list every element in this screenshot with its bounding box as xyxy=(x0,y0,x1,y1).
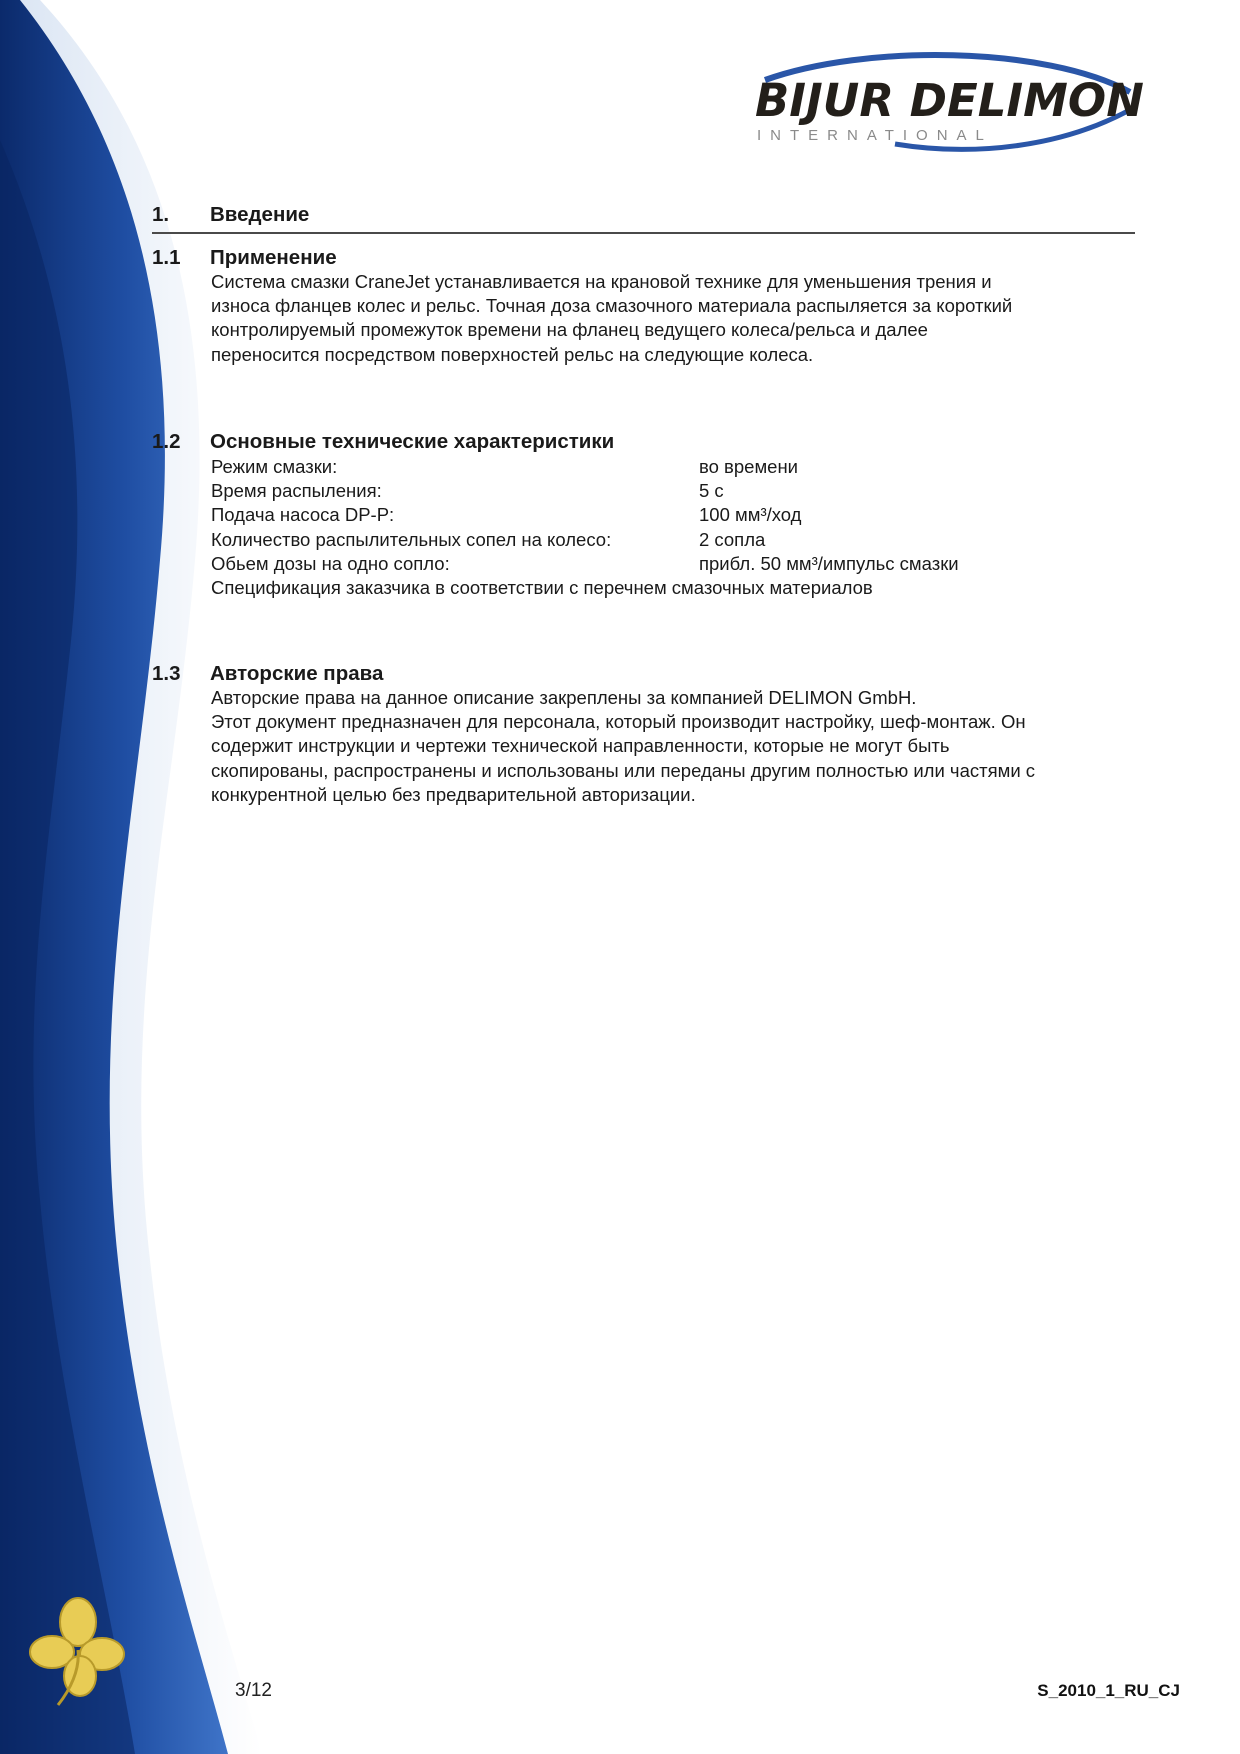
section-title: Введение xyxy=(210,203,310,226)
spec-label: Подача насоса DP-P: xyxy=(211,504,395,526)
spec-row xyxy=(211,455,873,479)
spec-value: 2 сопла xyxy=(699,528,766,550)
spec-label: Режим смазки: xyxy=(211,456,338,477)
section-title: Применение xyxy=(210,246,337,269)
document-id: S_2010_1_RU_CJ xyxy=(1037,1681,1180,1700)
paragraph-line: скопированы, распространены и использованы или переданы другим полностью или частями с xyxy=(211,759,1036,781)
spec-table xyxy=(211,455,959,600)
spec-row xyxy=(211,552,959,576)
spec-row xyxy=(211,479,873,503)
spec-label: Обьем дозы на одно сопло: xyxy=(211,552,450,574)
paragraph-line: Авторские права на данное описание закреплены за компанией DELIMON GmbH. xyxy=(211,687,917,708)
clover-icon xyxy=(18,1590,138,1710)
company-logo xyxy=(745,52,1145,157)
section-1-1-paragraph xyxy=(211,270,1171,367)
logo-wordmark: BIJUR DELIMON xyxy=(755,74,1144,127)
paragraph-line: переносится посредством поверхностей рельс на следующие колеса. xyxy=(211,343,814,365)
spec-value: 100 мм³/ход xyxy=(699,504,802,526)
paragraph-line: контролируемый промежуток времени на фланец ведущего колеса/рельса и далее xyxy=(211,319,928,341)
spec-note: Спецификация заказчика в соответствии с перечнем смазочных материалов xyxy=(211,576,873,598)
paragraph-line: Этот документ предназначен для персонала, который производит настройку, шеф-монтаж. Он xyxy=(211,711,1026,733)
section-divider xyxy=(152,232,1135,234)
section-1-3-paragraph xyxy=(211,686,1171,807)
logo-subtitle: INTERNATIONAL xyxy=(757,127,993,144)
spec-row xyxy=(211,503,873,527)
paragraph-line: износа фланцев колес и рельс. Точная доза смазочного материала распыляется за короткий xyxy=(211,295,1013,317)
spec-label: Количество распылительных сопел на колесо: xyxy=(211,528,612,550)
section-title: Основные технические характеристики xyxy=(210,430,615,453)
spec-label: Время распыления: xyxy=(211,480,382,502)
page-number: 3/12 xyxy=(235,1680,272,1701)
paragraph-line: Система смазки CraneJet устанавливается на крановой технике для уменьшения трения и xyxy=(211,271,992,292)
section-number: 1.2 xyxy=(152,430,181,453)
spec-row xyxy=(211,528,873,552)
section-number: 1. xyxy=(152,203,170,226)
spec-value: прибл. 50 мм³/импульс смазки xyxy=(699,552,959,574)
spec-value: 5 с xyxy=(699,480,724,502)
paragraph-line: содержит инструкции и чертежи технической направленности, которые не могут быть xyxy=(211,735,950,757)
spec-note-row xyxy=(211,576,873,600)
section-number: 1.3 xyxy=(152,662,181,685)
section-number: 1.1 xyxy=(152,246,181,269)
paragraph-line: конкурентной целью без предварительной авторизации. xyxy=(211,783,696,805)
section-title: Авторские права xyxy=(210,662,384,685)
spec-value: во времени xyxy=(699,456,799,477)
